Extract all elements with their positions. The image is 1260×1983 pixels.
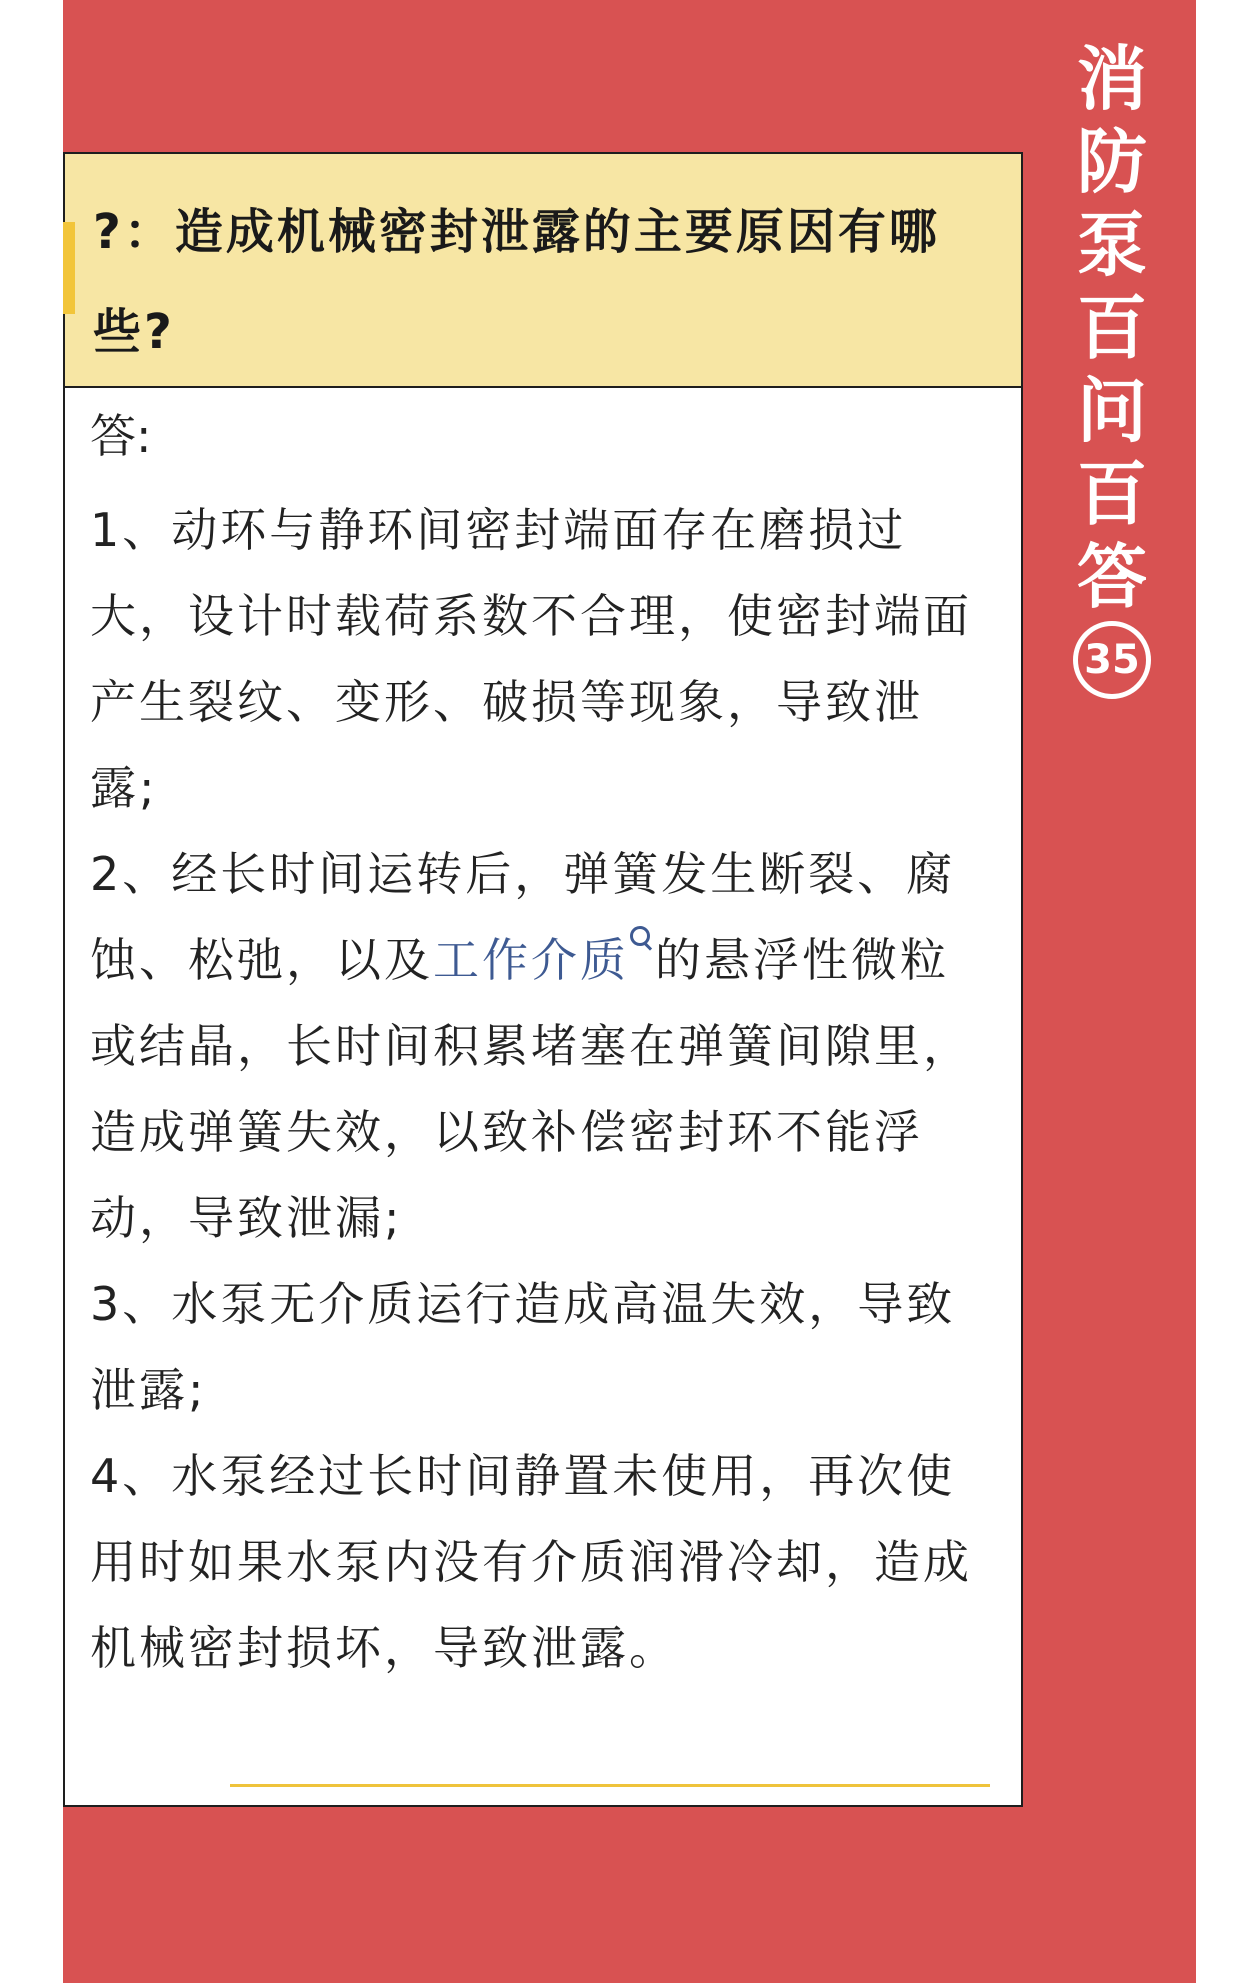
series-title-char: 百 (1077, 453, 1147, 535)
series-title-char: 百 (1077, 287, 1147, 369)
search-icon[interactable] (629, 925, 655, 955)
series-title-char: 问 (1077, 370, 1147, 452)
question-marker (63, 222, 75, 314)
answer-item-3: 3、水泵无介质运行造成高温失效，导致泄露; (90, 1277, 956, 1417)
series-title-char: 答 (1077, 536, 1147, 618)
qa-card (63, 152, 1023, 1807)
episode-number-badge: 35 (1073, 621, 1151, 699)
question-box (65, 154, 1021, 388)
question-text: ?：造成机械密封泄露的主要原因有哪些? (93, 204, 940, 360)
keyword-link-working-medium[interactable]: 工作介质 (433, 933, 629, 987)
series-title-char: 消 (1077, 38, 1147, 120)
answer-item-1: 1、动环与静环间密封端面存在磨损过大，设计时载荷系数不合理，使密封端面产生裂纹、变形、破损等现象，导致泄露; (90, 503, 972, 815)
answer-label: 答: (90, 409, 152, 463)
answer-body (90, 487, 980, 1691)
answer-item-2-after: 的悬浮性微粒或结晶，长时间积累堵塞在弹簧间隙里，造成弹簧失效，以致补偿密封环不能浮动，导致泄漏; (90, 933, 972, 1245)
answer-item-4: 4、水泵经过长时间静置未使用，再次使用时如果水泵内没有介质润滑冷却，造成机械密封损坏，导致泄露。 (90, 1449, 972, 1675)
series-title-char: 防 (1077, 121, 1147, 203)
answer-item-2 (90, 831, 980, 1261)
series-title (1062, 38, 1162, 699)
series-title-char: 泵 (1077, 204, 1147, 286)
answer-item-2-before: 2、经长时间运转后，弹簧发生断裂、腐蚀、松弛，以及 (90, 847, 956, 987)
bottom-divider (230, 1784, 990, 1787)
